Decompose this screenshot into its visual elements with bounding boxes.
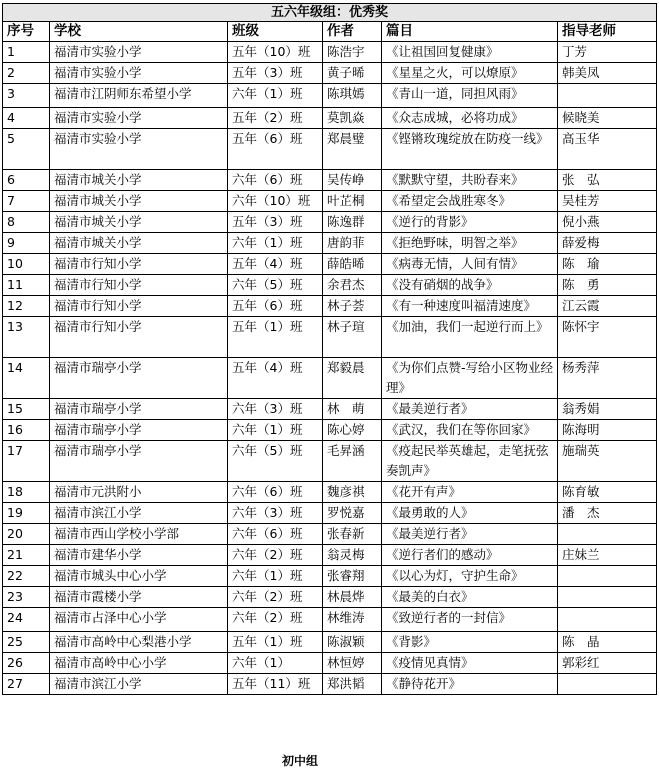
- cell-index: 21: [3, 545, 50, 566]
- cell-class: 六年（2）班: [228, 587, 323, 608]
- cell-author: 陈逸群: [323, 212, 382, 233]
- table-row: [3, 441, 657, 482]
- cell-school: 福清市实验小学: [50, 63, 228, 84]
- cell-school: 福清市城关小学: [50, 212, 228, 233]
- cell-title: 《为你们点赞-写给小区物业经理》: [382, 358, 558, 399]
- cell-title: 《逆行者们的感动》: [382, 545, 558, 566]
- cell-title: 《致逆行者的一封信》: [382, 608, 558, 632]
- cell-class: 五年（3）班: [228, 63, 323, 84]
- cell-author: 叶芷桐: [323, 191, 382, 212]
- cell-author: 薛皓晞: [323, 254, 382, 275]
- table-row: [3, 503, 657, 524]
- cell-school: 福清市滨江小学: [50, 503, 228, 524]
- table-row: [3, 254, 657, 275]
- cell-author: 魏彦祺: [323, 482, 382, 503]
- cell-title: 《希望定会战胜寒冬》: [382, 191, 558, 212]
- cell-class: 六年（2）班: [228, 545, 323, 566]
- cell-school: 福清市高岭中心梨港小学: [50, 632, 228, 653]
- cell-school: 福清市实验小学: [50, 129, 228, 170]
- cell-index: 25: [3, 632, 50, 653]
- cell-teacher: 陈 勇: [558, 275, 657, 296]
- table-row: [3, 42, 657, 63]
- table-row: [3, 674, 657, 695]
- cell-author: 莫凯焱: [323, 108, 382, 129]
- cell-index: 8: [3, 212, 50, 233]
- cell-teacher: [558, 674, 657, 695]
- cell-author: 林子荟: [323, 296, 382, 317]
- cell-title: 《让祖国回复健康》: [382, 42, 558, 63]
- cell-school: 福清市瑞亭小学: [50, 358, 228, 399]
- table-row: [3, 108, 657, 129]
- cell-school: 福清市霞楼小学: [50, 587, 228, 608]
- cell-title: 《武汉，我们在等你回家》: [382, 420, 558, 441]
- next-section-heading-fragment: 初中组: [282, 754, 319, 768]
- cell-school: 福清市行知小学: [50, 317, 228, 358]
- cell-class: 六年（3）班: [228, 503, 323, 524]
- cell-teacher: 韩美凤: [558, 63, 657, 84]
- cell-index: 24: [3, 608, 50, 632]
- cell-author: 陈浩宇: [323, 42, 382, 63]
- cell-index: 12: [3, 296, 50, 317]
- cell-title: 《最美逆行者》: [382, 399, 558, 420]
- table-row: [3, 608, 657, 632]
- table-row: [3, 358, 657, 399]
- cell-class: 六年（5）班: [228, 275, 323, 296]
- cell-author: 陈淑颖: [323, 632, 382, 653]
- cell-title: 《默默守望，共盼春来》: [382, 170, 558, 191]
- cell-school: 福清市实验小学: [50, 108, 228, 129]
- cell-class: 五年（1）班: [228, 632, 323, 653]
- cell-class: 五年（1）班: [228, 317, 323, 358]
- cell-author: 余君杰: [323, 275, 382, 296]
- cell-title: 《拒绝野味，明智之举》: [382, 233, 558, 254]
- cell-school: 福清市高岭中心小学: [50, 653, 228, 674]
- cell-title: 《最美逆行者》: [382, 524, 558, 545]
- cell-teacher: 陈 瑜: [558, 254, 657, 275]
- cell-index: 15: [3, 399, 50, 420]
- table-row: [3, 191, 657, 212]
- cell-index: 23: [3, 587, 50, 608]
- cell-school: 福清市瑞亭小学: [50, 441, 228, 482]
- cell-class: 六年（1）班: [228, 566, 323, 587]
- cell-school: 福清市实验小学: [50, 42, 228, 63]
- cell-title: 《逆行的背影》: [382, 212, 558, 233]
- table-row: [3, 545, 657, 566]
- cell-class: 五年（4）班: [228, 254, 323, 275]
- cell-index: 10: [3, 254, 50, 275]
- cell-author: 郑毅晨: [323, 358, 382, 399]
- cell-class: 六年（1）班: [228, 233, 323, 254]
- cell-author: 陈心婷: [323, 420, 382, 441]
- cell-title: 《静待花开》: [382, 674, 558, 695]
- cell-class: 六年（1）: [228, 653, 323, 674]
- cell-teacher: 薛爱梅: [558, 233, 657, 254]
- table-row: [3, 566, 657, 587]
- cell-index: 26: [3, 653, 50, 674]
- header-row: [3, 22, 657, 42]
- cell-title: 《星星之火，可以燎原》: [382, 63, 558, 84]
- cell-class: 五年（3）班: [228, 212, 323, 233]
- cell-teacher: 陈 晶: [558, 632, 657, 653]
- cell-author: 林晨烨: [323, 587, 382, 608]
- cell-teacher: 杨秀萍: [558, 358, 657, 399]
- cell-school: 福清市城头中心小学: [50, 566, 228, 587]
- header-title: 篇目: [382, 22, 558, 42]
- cell-school: 福清市滨江小学: [50, 674, 228, 695]
- cell-title: 《青山一道，同担风雨》: [382, 84, 558, 108]
- cell-title: 《疫起民举英雄起，走笔抚弦奏凯声》: [382, 441, 558, 482]
- cell-title: 《最美的白衣》: [382, 587, 558, 608]
- table-row: [3, 587, 657, 608]
- cell-author: 林子瑄: [323, 317, 382, 358]
- cell-class: 六年（6）班: [228, 482, 323, 503]
- header-school: 学校: [50, 22, 228, 42]
- header-teacher: 指导老师: [558, 22, 657, 42]
- table-row: [3, 399, 657, 420]
- cell-school: 福清市江阴师东希望小学: [50, 84, 228, 108]
- cell-title: 《背影》: [382, 632, 558, 653]
- cell-class: 六年（6）班: [228, 524, 323, 545]
- cell-school: 福清市西山学校小学部: [50, 524, 228, 545]
- table-row: [3, 63, 657, 84]
- table-row: [3, 632, 657, 653]
- cell-teacher: 倪小燕: [558, 212, 657, 233]
- table-row: [3, 317, 657, 358]
- cell-school: 福清市瑞亭小学: [50, 399, 228, 420]
- header-index: 序号: [3, 22, 50, 42]
- cell-class: 六年（3）班: [228, 399, 323, 420]
- cell-teacher: [558, 566, 657, 587]
- cell-author: 罗悦嘉: [323, 503, 382, 524]
- cell-class: 五年（4）班: [228, 358, 323, 399]
- cell-teacher: 候晓美: [558, 108, 657, 129]
- cell-title: 《以心为灯，守护生命》: [382, 566, 558, 587]
- cell-index: 2: [3, 63, 50, 84]
- cell-index: 14: [3, 358, 50, 399]
- cell-school: 福清市行知小学: [50, 275, 228, 296]
- cell-class: 五年（10）班: [228, 42, 323, 63]
- cell-index: 13: [3, 317, 50, 358]
- table-title-row: [3, 4, 657, 22]
- cell-author: 张睿翔: [323, 566, 382, 587]
- cell-school: 福清市行知小学: [50, 296, 228, 317]
- cell-index: 27: [3, 674, 50, 695]
- cell-author: 陈琪嫣: [323, 84, 382, 108]
- cell-class: 五年（6）班: [228, 296, 323, 317]
- cell-index: 19: [3, 503, 50, 524]
- cell-index: 3: [3, 84, 50, 108]
- cell-class: 六年（6）班: [228, 170, 323, 191]
- cell-school: 福清市建华小学: [50, 545, 228, 566]
- cell-teacher: 吴桂芳: [558, 191, 657, 212]
- cell-index: 4: [3, 108, 50, 129]
- cell-teacher: 江云霞: [558, 296, 657, 317]
- cell-teacher: [558, 587, 657, 608]
- cell-class: 六年（5）班: [228, 441, 323, 482]
- cell-title: 《最勇敢的人》: [382, 503, 558, 524]
- cell-teacher: 张 弘: [558, 170, 657, 191]
- cell-teacher: 庄妹兰: [558, 545, 657, 566]
- cell-class: 五年（6）班: [228, 129, 323, 170]
- cell-title: 《病毒无情，人间有情》: [382, 254, 558, 275]
- cell-index: 22: [3, 566, 50, 587]
- cell-index: 9: [3, 233, 50, 254]
- cell-teacher: 陈怀宇: [558, 317, 657, 358]
- header-class: 班级: [228, 22, 323, 42]
- cell-teacher: [558, 524, 657, 545]
- table-row: [3, 233, 657, 254]
- cell-author: 林 萌: [323, 399, 382, 420]
- table-row: [3, 84, 657, 108]
- cell-school: 福清市城关小学: [50, 191, 228, 212]
- table-row: [3, 296, 657, 317]
- cell-title: 《加油，我们一起逆行而上》: [382, 317, 558, 358]
- cell-index: 18: [3, 482, 50, 503]
- cell-class: 六年（1）班: [228, 84, 323, 108]
- cell-index: 5: [3, 129, 50, 170]
- cell-author: 翁灵梅: [323, 545, 382, 566]
- cell-school: 福清市元洪附小: [50, 482, 228, 503]
- cell-title: 《众志成城，必将功成》: [382, 108, 558, 129]
- cell-index: 1: [3, 42, 50, 63]
- cell-school: 福清市占泽中心小学: [50, 608, 228, 632]
- table-row: [3, 524, 657, 545]
- cell-title: 《没有硝烟的战争》: [382, 275, 558, 296]
- cell-class: 五年（11）班: [228, 674, 323, 695]
- cell-title: 《铿锵玫瑰绽放在防疫一线》: [382, 129, 558, 170]
- cell-teacher: 施瑞英: [558, 441, 657, 482]
- cell-teacher: 潘 杰: [558, 503, 657, 524]
- cell-index: 11: [3, 275, 50, 296]
- cell-class: 六年（10）班: [228, 191, 323, 212]
- table-row: [3, 129, 657, 170]
- cell-teacher: 陈育敏: [558, 482, 657, 503]
- cell-title: 《花开有声》: [382, 482, 558, 503]
- cell-school: 福清市城关小学: [50, 170, 228, 191]
- table-row: [3, 212, 657, 233]
- cell-author: 郑晨璧: [323, 129, 382, 170]
- cell-index: 20: [3, 524, 50, 545]
- cell-school: 福清市城关小学: [50, 233, 228, 254]
- cell-school: 福清市瑞亭小学: [50, 420, 228, 441]
- cell-index: 7: [3, 191, 50, 212]
- cell-school: 福清市行知小学: [50, 254, 228, 275]
- cell-class: 六年（2）班: [228, 608, 323, 632]
- cell-teacher: 高玉华: [558, 129, 657, 170]
- cell-index: 6: [3, 170, 50, 191]
- cell-teacher: 翁秀娟: [558, 399, 657, 420]
- table-row: [3, 420, 657, 441]
- header-author: 作者: [323, 22, 382, 42]
- cell-class: 六年（1）班: [228, 420, 323, 441]
- table-row: [3, 170, 657, 191]
- cell-teacher: [558, 84, 657, 108]
- cell-author: 郑洪韬: [323, 674, 382, 695]
- cell-title: 《有一种速度叫福清速度》: [382, 296, 558, 317]
- table-row: [3, 275, 657, 296]
- cell-teacher: [558, 608, 657, 632]
- cell-author: 黄子晞: [323, 63, 382, 84]
- cell-teacher: 陈海明: [558, 420, 657, 441]
- table-title: 五六年级组：优秀奖: [3, 4, 657, 22]
- cell-author: 唐韵菲: [323, 233, 382, 254]
- cell-author: 林恒婷: [323, 653, 382, 674]
- cell-teacher: 郭彩红: [558, 653, 657, 674]
- cell-title: 《疫情见真情》: [382, 653, 558, 674]
- table-row: [3, 482, 657, 503]
- cell-class: 五年（2）班: [228, 108, 323, 129]
- cell-author: 毛昇涵: [323, 441, 382, 482]
- cell-teacher: 丁芳: [558, 42, 657, 63]
- cell-author: 吴传峥: [323, 170, 382, 191]
- cell-author: 张春新: [323, 524, 382, 545]
- table-row: [3, 653, 657, 674]
- cell-author: 林维涛: [323, 608, 382, 632]
- cell-index: 17: [3, 441, 50, 482]
- award-table: [2, 3, 657, 695]
- cell-index: 16: [3, 420, 50, 441]
